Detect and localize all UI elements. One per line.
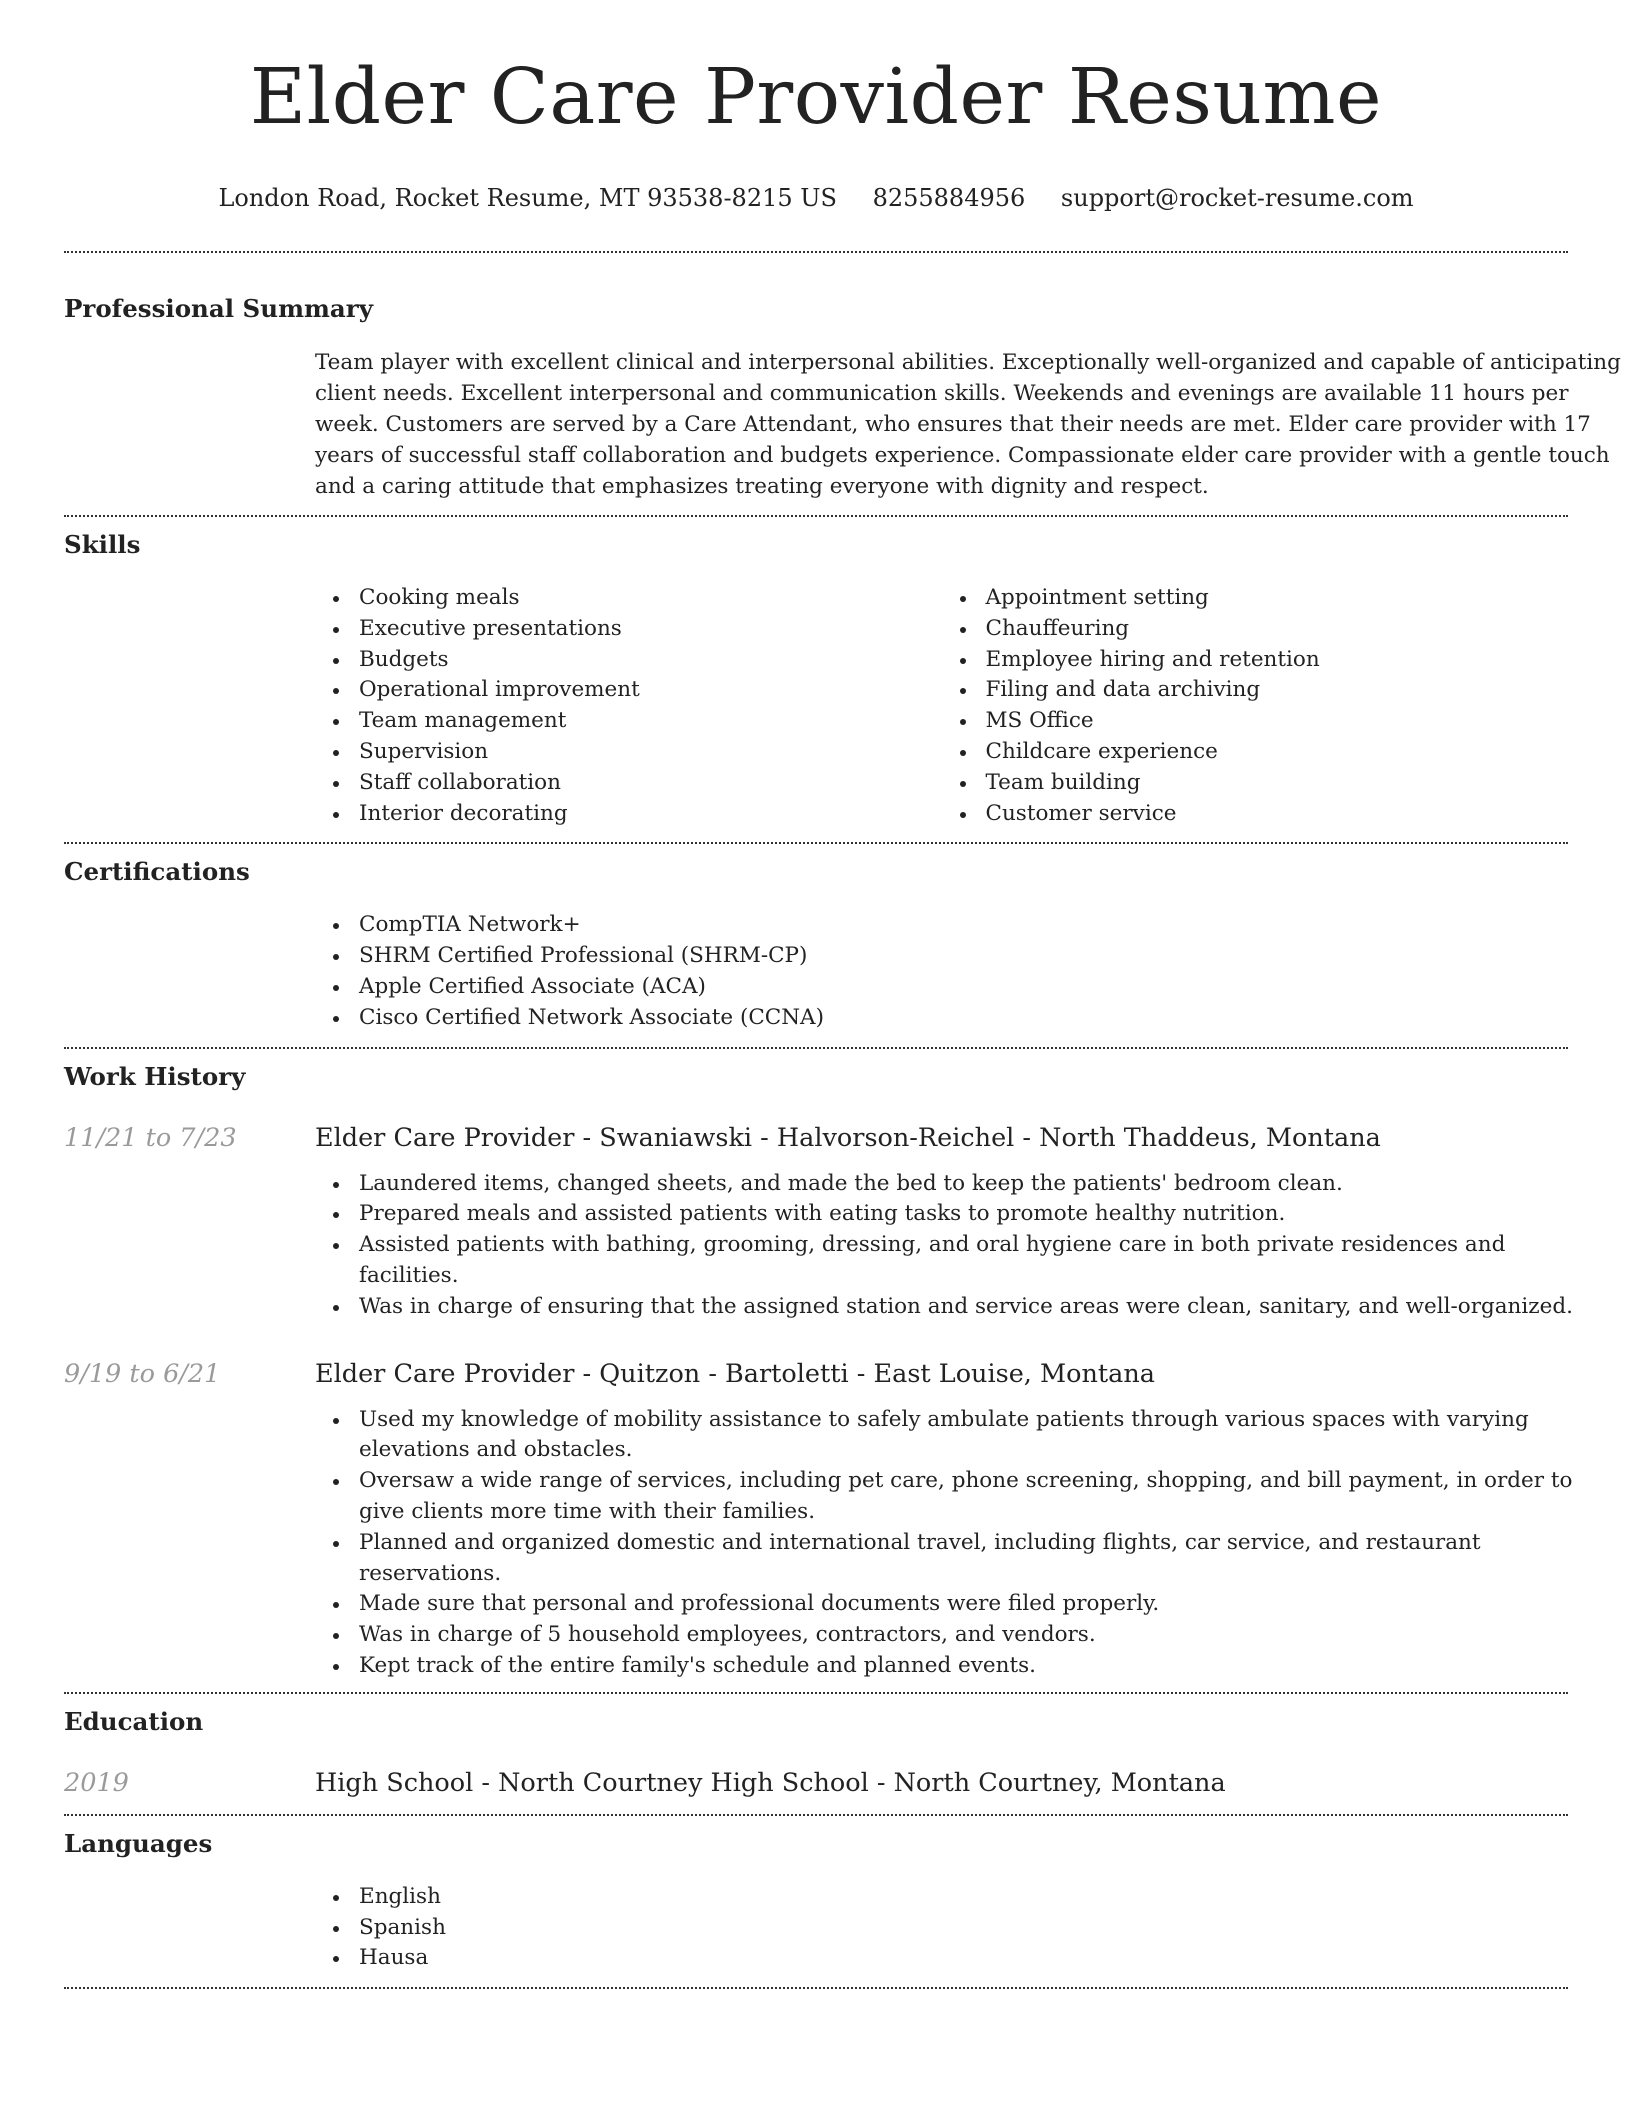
- education-title: High School - North Courtney High School - North Courtney, Montana: [315, 1767, 1226, 1798]
- education-heading: Education: [64, 1706, 204, 1736]
- section-divider: [64, 1692, 1568, 1694]
- language-item: Spanish: [359, 1913, 1568, 1944]
- job-duty-item: Laundered items, changed sheets, and made the bed to keep the patients' bedroom clean.: [359, 1169, 1609, 1200]
- skill-item: Childcare experience: [986, 737, 1569, 768]
- skill-item: Team management: [359, 706, 942, 737]
- languages-list: [315, 1882, 1568, 1974]
- job-duty-item: Assisted patients with bathing, grooming, dressing, and oral hygiene care in both private residences and facilities.: [359, 1230, 1609, 1292]
- languages-heading: Languages: [64, 1828, 213, 1858]
- skills-heading: Skills: [64, 530, 141, 559]
- section-divider: [64, 1047, 1568, 1049]
- education-entry: [64, 1766, 1568, 1800]
- skill-item: Appointment setting: [986, 583, 1569, 614]
- certification-item: CompTIA Network+: [359, 910, 1568, 941]
- skill-item: Employee hiring and retention: [986, 645, 1569, 676]
- certifications-heading: Certifications: [64, 857, 250, 887]
- skill-item: Chauffeuring: [986, 614, 1569, 645]
- skills-column-left: [315, 583, 942, 829]
- section-divider: [64, 1987, 1568, 1989]
- job-dates: 9/19 to 6/21: [64, 1358, 221, 1389]
- work-history-heading: Work History: [64, 1061, 246, 1091]
- section-divider: [64, 1814, 1568, 1816]
- summary-heading: Professional Summary: [64, 294, 373, 323]
- language-item: Hausa: [359, 1943, 1568, 1974]
- job-duty-item: Made sure that personal and professional documents were filed properly.: [359, 1589, 1609, 1620]
- job-duties: [315, 1169, 1573, 1323]
- job-entry: [64, 1121, 1568, 1155]
- skill-item: Cooking meals: [359, 583, 942, 614]
- contact-address: London Road, Rocket Resume, MT 93538-8215 US: [218, 184, 837, 212]
- job-duties: [315, 1405, 1573, 1682]
- section-divider: [64, 251, 1568, 253]
- certification-item: Apple Certified Associate (ACA): [359, 972, 1568, 1003]
- resume-title: Elder Care Provider Resume: [249, 53, 1383, 142]
- skill-item: Staff collaboration: [359, 768, 942, 799]
- skill-item: Executive presentations: [359, 614, 942, 645]
- skill-item: Customer service: [986, 799, 1569, 830]
- skill-item: Operational improvement: [359, 675, 942, 706]
- language-item: English: [359, 1882, 1568, 1913]
- certifications-list: [315, 910, 1568, 1033]
- job-duty-item: Was in charge of ensuring that the assigned station and service areas were clean, sanitary, and well-organized.: [359, 1292, 1609, 1323]
- job-duty-item: Oversaw a wide range of services, including pet care, phone screening, shopping, and bill payment, in order to give clients more time with their families.: [359, 1466, 1609, 1528]
- skill-item: Filing and data archiving: [986, 675, 1569, 706]
- skills-list: [315, 583, 1568, 829]
- job-duty-item: Used my knowledge of mobility assistance to safely ambulate patients through various spaces with varying elevations and obstacles.: [359, 1405, 1609, 1467]
- section-divider: [64, 515, 1568, 517]
- job-entry: [64, 1357, 1568, 1391]
- contact-email: support@rocket-resume.com: [1060, 184, 1414, 212]
- skill-item: Budgets: [359, 645, 942, 676]
- education-year: 2019: [64, 1767, 129, 1798]
- job-dates: 11/21 to 7/23: [64, 1122, 237, 1153]
- certification-item: Cisco Certified Network Associate (CCNA): [359, 1003, 1568, 1034]
- job-title: Elder Care Provider - Swaniawski - Halvorson-Reichel - North Thaddeus, Montana: [315, 1122, 1381, 1153]
- job-duty-item: Kept track of the entire family's schedule and planned events.: [359, 1651, 1609, 1682]
- job-title: Elder Care Provider - Quitzon - Bartoletti - East Louise, Montana: [315, 1358, 1155, 1389]
- summary-text: Team player with excellent clinical and interpersonal abilities. Exceptionally well-organized and capable of anticipating client needs. Excellent interpersonal and communication skills. Weekends and evenings are available 11 hours per week. Customers are served by a Care Attendant, who ensures that their needs are met. Elder care provider with 17 years of successful staff collaboration and budgets experience. Compassionate elder care provider with a gentle touch and a caring attitude that emphasizes treating everyone with dignity and respect.: [315, 350, 1621, 499]
- job-duty-item: Prepared meals and assisted patients with eating tasks to promote healthy nutrition.: [359, 1199, 1609, 1230]
- contact-info: [64, 182, 1568, 214]
- skill-item: Supervision: [359, 737, 942, 768]
- section-divider: [64, 842, 1568, 844]
- job-duty-item: Planned and organized domestic and international travel, including flights, car service, and restaurant reservations.: [359, 1528, 1609, 1590]
- certification-item: SHRM Certified Professional (SHRM-CP): [359, 941, 1568, 972]
- job-duty-item: Was in charge of 5 household employees, contractors, and vendors.: [359, 1620, 1609, 1651]
- skill-item: MS Office: [986, 706, 1569, 737]
- skill-item: Team building: [986, 768, 1569, 799]
- contact-phone: 8255884956: [872, 184, 1026, 212]
- skill-item: Interior decorating: [359, 799, 942, 830]
- skills-column-right: [942, 583, 1569, 829]
